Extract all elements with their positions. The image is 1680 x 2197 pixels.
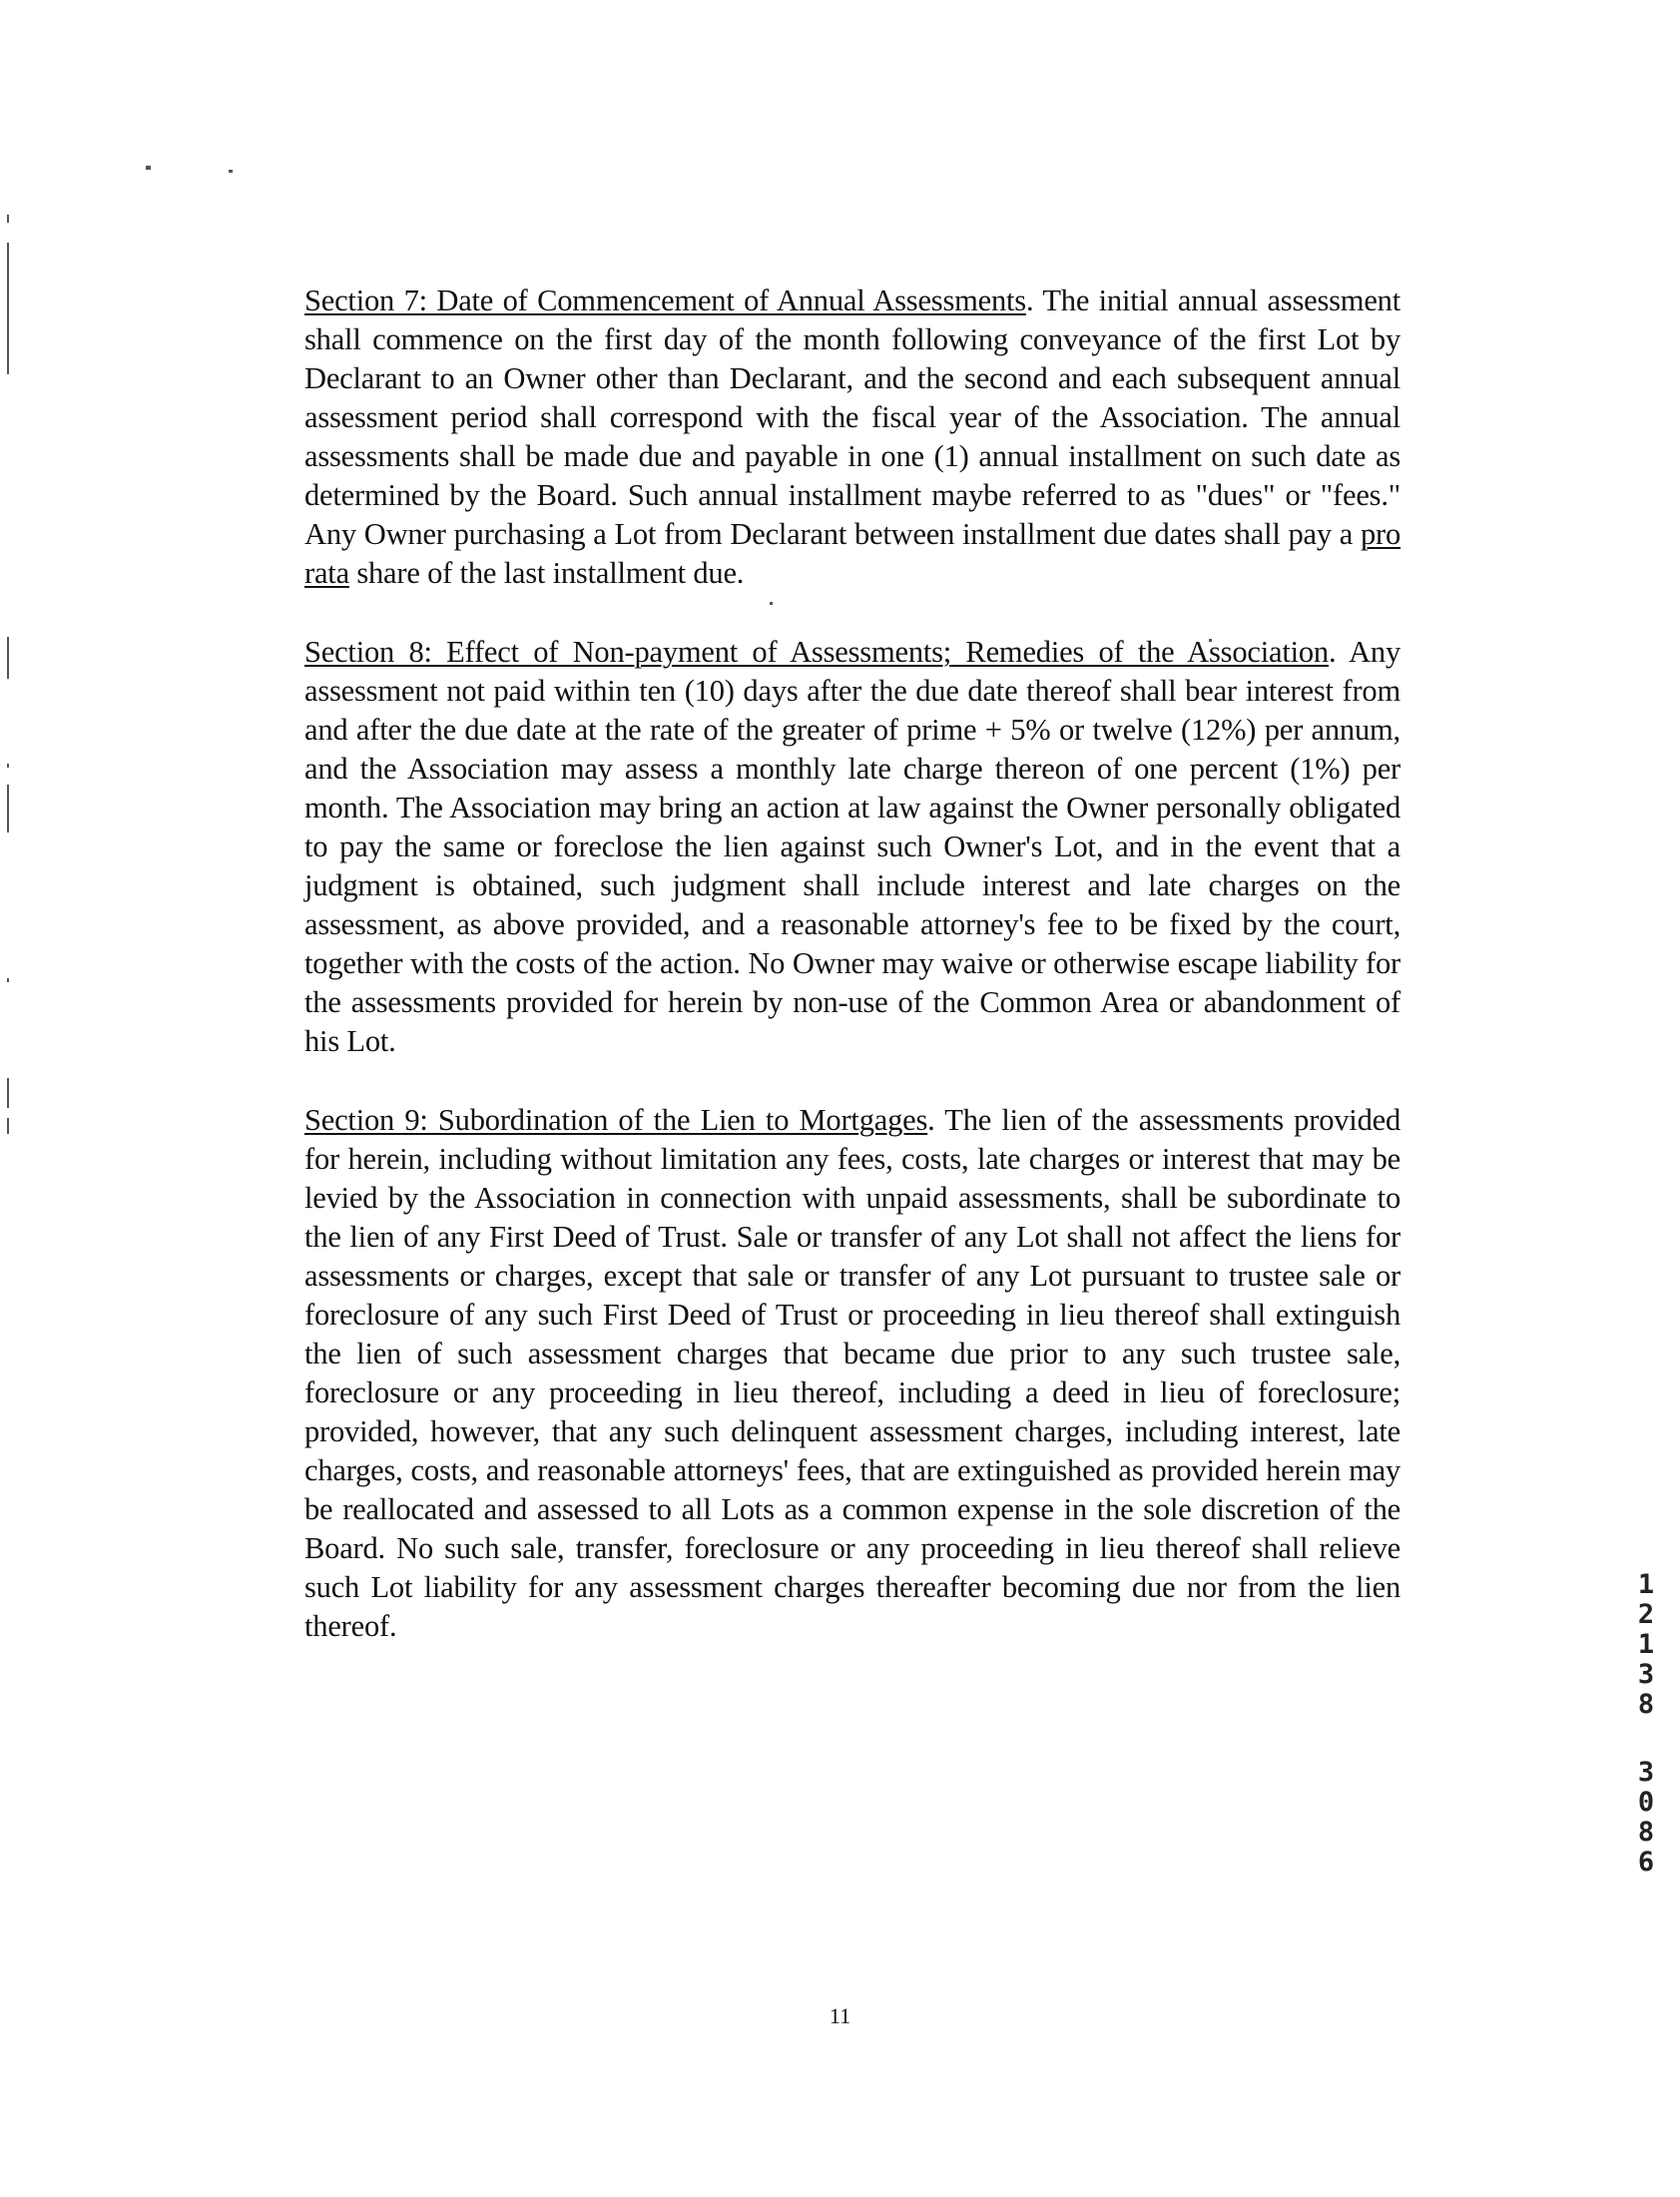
stamp-digit: 6 — [1637, 1847, 1655, 1878]
scan-edge-mark — [7, 243, 9, 374]
section-8 — [304, 633, 1400, 1061]
section-7-text: . The initial annual assessment shall commence on the first day of the month following conveyance of the first Lot by Declarant to an Owner other than Declarant, and the second and each subsequent annual assessment period shall correspond with the fiscal year of the Association. The annual assessments shall be made due and payable in one (1) annual installment on such date as determined by the Board. Such annual installment maybe referred to as "dues" or "fees." Any Owner purchasing a Lot from Declarant between installment due dates shall pay a — [304, 283, 1400, 551]
stamp-digit: 3 — [1637, 1757, 1655, 1788]
stamp-digit: 8 — [1637, 1689, 1655, 1720]
scan-edge-mark — [7, 215, 9, 223]
recording-stamp-group-1 — [1633, 1570, 1659, 1720]
stamp-digit: 1 — [1637, 1569, 1655, 1600]
scan-edge-mark — [7, 978, 9, 982]
scan-edge-mark — [7, 637, 9, 679]
section-9-text: . The lien of the assessments provided for herein, including without limitation any fees, costs, late charges or interest that may be levied by the Association in connection with unpaid assessments, shall be subordinate to the lien of any First Deed of Trust. Sale or transfer of any Lot shall not affect the liens for assessments or charges, except that sale or transfer of any Lot pursuant to trustee sale or foreclosure of any such First Deed of Trust or proceeding in lieu thereof shall extinguish the lien of such assessment charges that became due prior to any such trustee sale, foreclosure or any proceeding in lieu thereof, including a deed in lieu of foreclosure; provided, however, that any such delinquent assessment charges, including interest, late charges, costs, and reasonable attorneys' fees, that are extinguished as provided herein may be reallocated and assessed to all Lots as a common expense in the sole discretion of the Board. No such sale, transfer, foreclosure or any proceeding in lieu thereof shall relieve such Lot liability for any assessment charges thereafter becoming due nor from the lien thereof. — [304, 1103, 1401, 1643]
stamp-digit: 3 — [1637, 1659, 1655, 1690]
section-7 — [304, 281, 1400, 593]
stamp-digit: 8 — [1637, 1817, 1655, 1848]
scan-edge-mark — [7, 1078, 9, 1108]
stamp-digit: 1 — [1637, 1629, 1655, 1660]
scan-edge-mark — [7, 785, 9, 832]
section-8-title: Section 8: Effect of Non-payment of Assessments; Remedies of the Association — [304, 635, 1329, 669]
recording-stamp — [1633, 1570, 1659, 1878]
section-9 — [304, 1101, 1400, 1646]
scan-edge-mark — [7, 764, 9, 768]
section-9-title: Section 9: Subordination of the Lien to Mortgages — [304, 1103, 928, 1137]
stamp-digit: 2 — [1637, 1599, 1655, 1630]
section-8-text: . Any assessment not paid within ten (10) days after the due date thereof shall bear interest from and after the due date at the rate of the greater of prime + 5% or twelve (12%) per annum, and the Association may assess a monthly late charge thereon of one percent (1%) per month. The Association may bring an action at law against the Owner personally obligated to pay the same or foreclose the lien against such Owner's Lot, and in the event that a judgment is obtained, such judgment shall include interest and late charges on the assessment, as above provided, and a reasonable attorney's fee to be fixed by the court, together with the costs of the action. No Owner may waive or otherwise escape liability for the assessments provided for herein by non-use of the Common Area or abandonment of his Lot. — [304, 635, 1400, 1058]
section-7-pro-rata: pro rata — [304, 517, 1400, 590]
document-body — [304, 281, 1400, 1686]
section-7-title: Section 7: Date of Commencement of Annual Assessments — [304, 283, 1026, 317]
page-number: 11 — [829, 2003, 851, 2028]
recording-stamp-group-2 — [1633, 1758, 1659, 1878]
scan-edge-mark — [7, 1118, 9, 1134]
scan-mark — [146, 166, 151, 170]
stamp-digit: 0 — [1637, 1787, 1655, 1818]
scan-mark — [229, 170, 233, 173]
section-7-text-end: share of the last installment due. — [348, 556, 745, 590]
